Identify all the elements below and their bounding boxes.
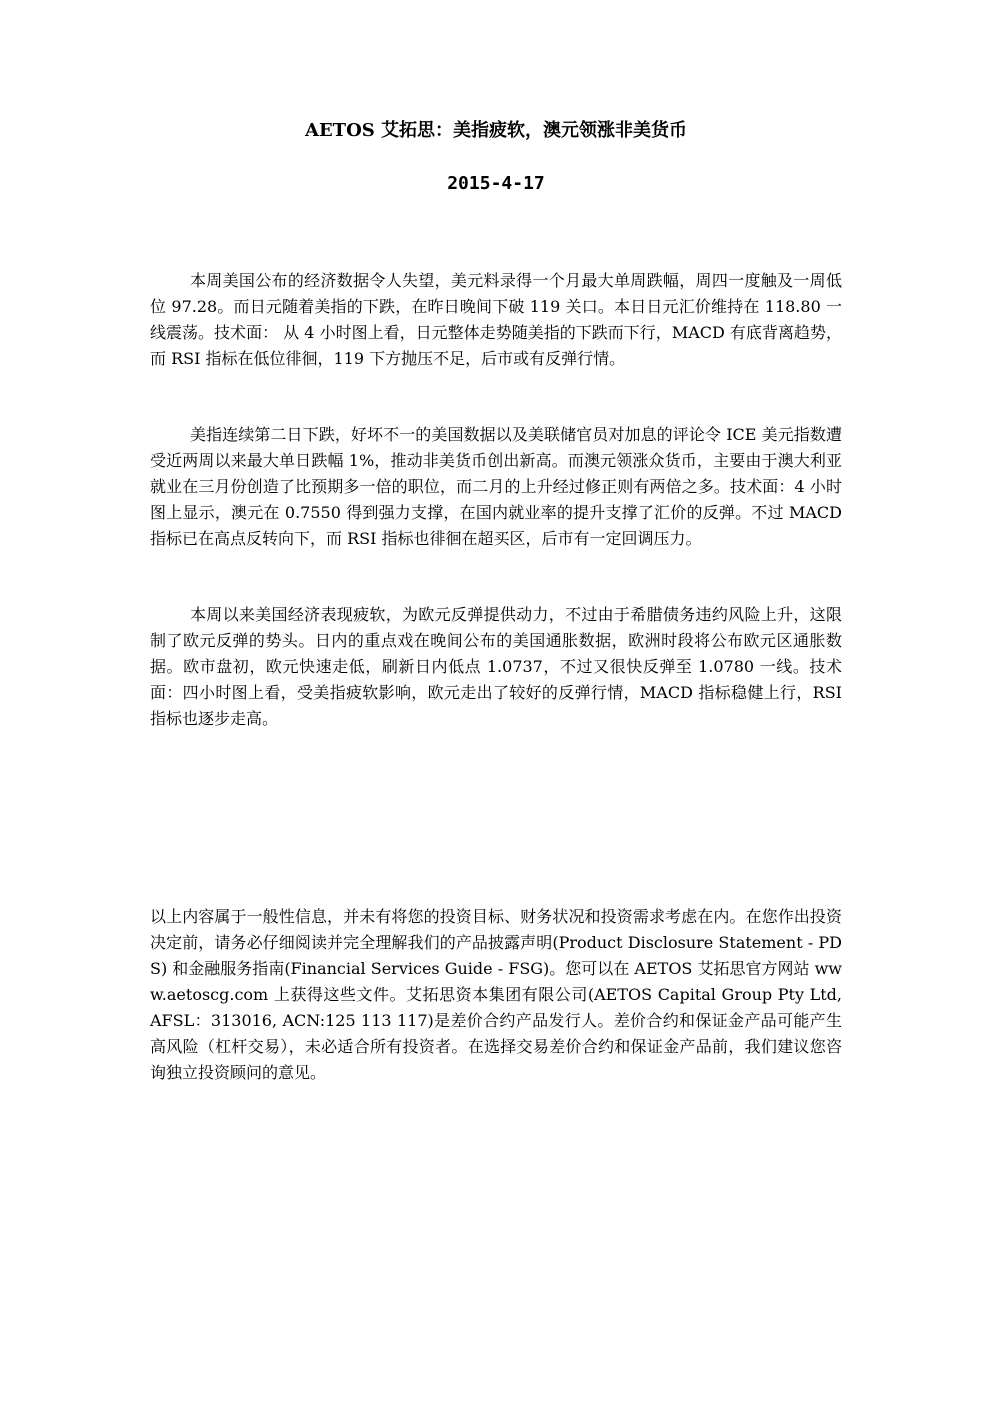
paragraph-jpy-analysis: 本周美国公布的经济数据令人失望，美元料录得一个月最大单周跌幅，周四一度触及一周低位 97.28。而日元随着美指的下跌，在昨日晚间下破 119 关口。本日日元汇价维持在 118.80 一线震荡。技术面： 从 4 小时图上看，日元整体走势随美指的下跌而下行，MACD 有底背离趋势，而 RSI 指标在低位徘徊，119 下方抛压不足，后市或有反弹行情。 [150,271,842,368]
disclaimer-text: 以上内容属于一般性信息，并未有将您的投资目标、财务状况和投资需求考虑在内。在您作出投资决定前，请务必仔细阅读并完全理解我们的产品披露声明(Product Disclosure Statement - PDS) 和金融服务指南(Financial Services Guide - FSG)。您可以在 AETOS 艾拓思官方网站 www.aetoscg.com 上获得这些文件。艾拓思资本集团有限公司(AETOS Capital Group Pty Ltd, AFSL：313016, ACN:125 113 117)是差价合约产品发行人。差价合约和保证金产品可能产生高风险（杠杆交易），未必适合所有投资者。在选择交易差价合约和保证金产品前，我们建议您咨询独立投资顾问的意见。 [150,907,842,1082]
document-title: AETOS 艾拓思：美指疲软，澳元领涨非美货币 [304,120,688,141]
paragraph-eur-analysis: 本周以来美国经济表现疲软，为欧元反弹提供动力，不过由于希腊债务违约风险上升，这限制了欧元反弹的势头。日内的重点戏在晚间公布的美国通胀数据，欧洲时段将公布欧元区通胀数据。欧市盘初，欧元快速走低，刷新日内低点 1.0737，不过又很快反弹至 1.0780 一线。技术面：四小时图上看，受美指疲软影响，欧元走出了较好的反弹行情，MACD 指标稳健上行，RSI 指标也逐步走高。 [150,605,842,728]
paragraph-aud-analysis: 美指连续第二日下跌，好坏不一的美国数据以及美联储官员对加息的评论令 ICE 美元指数遭受近两周以来最大单日跌幅 1%，推动非美货币创出新高。而澳元领涨众货币，主要由于澳大利亚就业在三月份创造了比预期多一倍的职位，而二月的上升经过修正则有两倍之多。技术面：4 小时图上显示，澳元在 0.7550 得到强力支撑，在国内就业率的提升支撑了汇价的反弹。不过 MACD 指标已在高点反转向下，而 RSI 指标也徘徊在超买区，后市有一定回调压力。 [150,425,842,548]
document-date: 2015-4-17 [447,173,545,194]
